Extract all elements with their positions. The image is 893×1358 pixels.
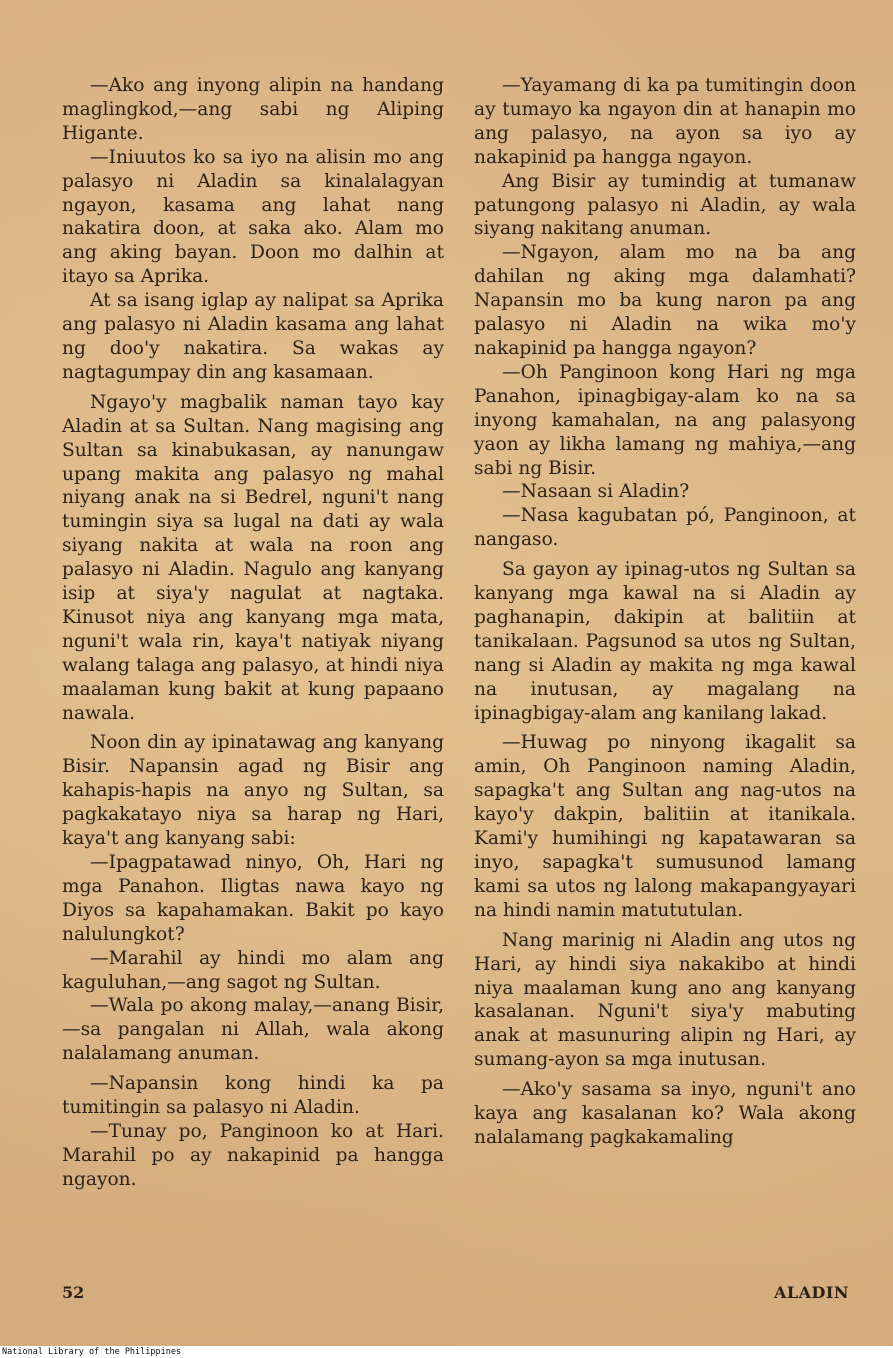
paragraph: —Huwag po ninyong ikagalit sa amin, Oh Panginoon naming Aladin, sapagka't ang Sultan ang nag-utos na kayo'y dakpin, balitiin at itanikala. Kami'y humihingi ng kapatawaran sa inyo, sapagka't sumusunod lamang kami sa utos ng lalong makapangyayari na hindi namin matututulan. <box>474 732 856 921</box>
paragraph: —Oh Panginoon kong Hari ng mga Panahon, ipinagbigay-alam ko na sa inyong kamahalan, na ang palasyong yaon ay likha lamang ng mahiya,—ang sabi ng Bisir. <box>474 361 856 479</box>
paragraph: —Marahil ay hindi mo alam ang kaguluhan,—ang sagot ng Sultan. <box>62 947 444 993</box>
paragraph: Sa gayon ay ipinag-utos ng Sultan sa kanyang mga kawal na si Aladin ay paghanapin, dakipin at balitiin at tanikalaan. Pagsunod sa utos ng Sultan, nang si Aladin ay makita ng mga kawal na inutusan, ay magalang na ipinagbigay-alam ang kanilang lakad. <box>474 559 856 724</box>
paragraph: Noon din ay ipinatawag ang kanyang Bisir. Napansin agad ng Bisir ang kahapis-hapis na anyo ng Sultan, sa pagkakatayo niya sa harap ng Hari, kaya't ang kanyang sabi: <box>62 732 444 850</box>
running-title: ALADIN <box>773 1283 849 1302</box>
paragraph: Nang marinig ni Aladin ang utos ng Hari, ay hindi siya nakakibo at hindi niya maalaman kung ano ang kanyang kasalanan. Nguni't siya'y mabuting anak at masunuring alipin ng Hari, ay sumang-ayon sa mga inutusan. <box>474 929 856 1071</box>
paragraph: Ang Bisir ay tumindig at tumanaw patungong palasyo ni Aladin, ay wala siyang nakitang anuman. <box>474 170 856 240</box>
paragraph: —Yayamang di ka pa tumitingin doon ay tumayo ka ngayon din at hanapin mo ang palasyo, na ayon sa iyo ay nakapinid pa hangga ngayon. <box>474 75 856 168</box>
paragraph: —Tunay po, Panginoon ko at Hari. Marahil po ay nakapinid pa hangga ngayon. <box>62 1120 444 1190</box>
paragraph: —Nasa kagubatan pó, Panginoon, at nangaso. <box>474 505 856 551</box>
paragraph: At sa isang iglap ay nalipat sa Aprika ang palasyo ni Aladin kasama ang lahat ng doo'y nakatira. Sa wakas ay nagtagumpay din ang kasamaan. <box>62 290 444 383</box>
paragraph: —Iniuutos ko sa iyo na alisin mo ang palasyo ni Aladin sa kinalalagyan ngayon, kasama ang lahat nang nakatira doon, at saka ako. Alam mo ang aking bayan. Doon mo dalhin at itayo sa Aprika. <box>62 146 444 288</box>
paragraph: —Wala po akong malay,—anang Bisir,—sa pangalan ni Allah, wala akong nalalamang anuman. <box>62 995 444 1065</box>
paragraph: —Ako ang inyong alipin na handang maglingkod,—ang sabi ng Aliping Higante. <box>62 75 444 144</box>
page-number: 52 <box>62 1283 85 1302</box>
paragraph: —Ako'y sasama sa inyo, nguni't ano kaya ang kasalanan ko? Wala akong nalalamang pagkakamaling <box>474 1079 856 1148</box>
paragraph: —Nasaan si Aladin? <box>502 481 690 503</box>
paragraph: —Napansin kong hindi ka pa tumitingin sa palasyo ni Aladin. <box>62 1073 444 1119</box>
paragraph: —Ngayon, alam mo na ba ang dahilan ng aking mga dalamhati? Napansin mo ba kung naron pa ang palasyo ni Aladin na wika mo'y nakapinid pa hangga ngayon? <box>474 242 856 359</box>
right-column <box>474 74 856 1150</box>
library-credit: National Library of the Philippines <box>2 1347 182 1357</box>
paragraph: —Ipagpatawad ninyo, Oh, Hari ng mga Panahon. Iligtas nawa kayo ng Diyos sa kapahamakan. Bakit po kayo nalulungkot? <box>62 852 444 945</box>
paragraph: Ngayo'y magbalik naman tayo kay Aladin at sa Sultan. Nang magising ang Sultan sa kinabukasan, ay nanungaw upang makita ang palasyo ng mahal niyang anak na si Bedrel, nguni't nang tumingin siya sa lugal na dati ay wala siyang nakita at wala na roon ang palasyo ni Aladin. Nagulo ang kanyang isip at siya'y nagulat at nagtaka. Kinusot niya ang kanyang mga mata, nguni't wala rin, kaya't natiyak niyang walang talaga ang palasyo, at hindi niya maalaman kung bakit at kung papaano nawala. <box>62 391 444 724</box>
left-column <box>62 74 444 1192</box>
